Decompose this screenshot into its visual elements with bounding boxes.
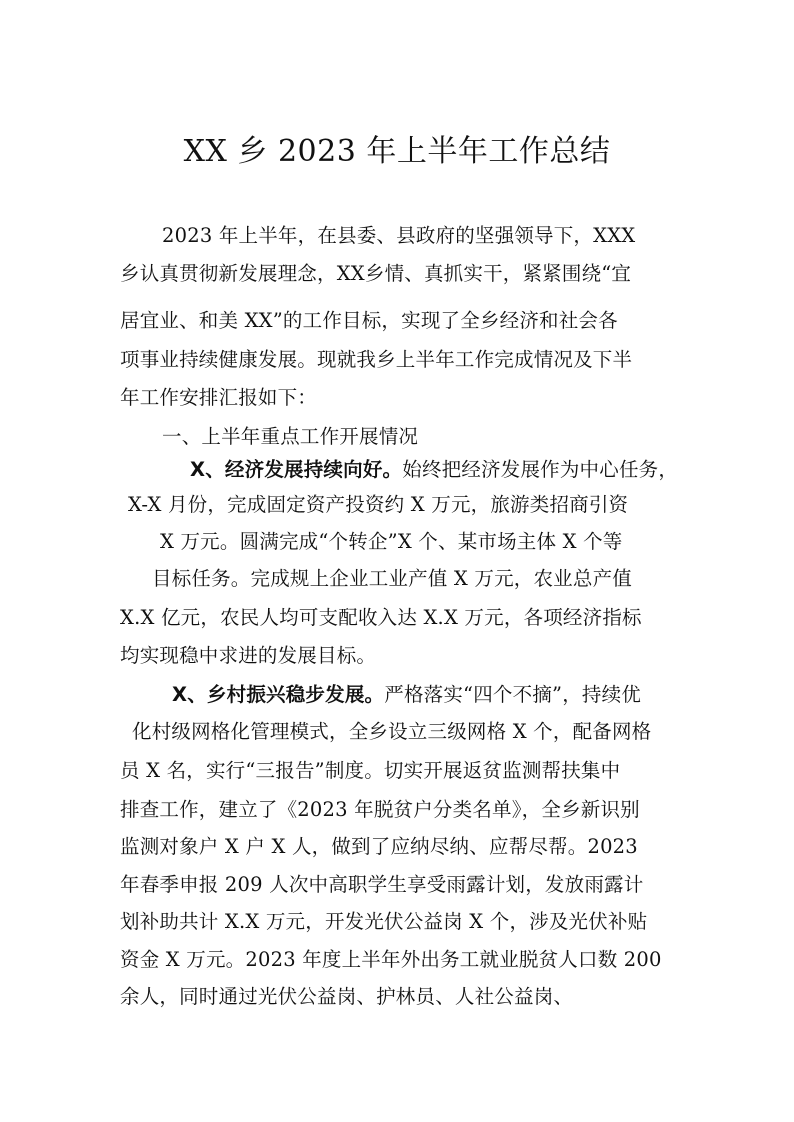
document-title: XX 乡 2023 年上半年工作总结 xyxy=(183,134,611,169)
item2-first-line xyxy=(172,681,641,709)
intro-line-3: 居宜业、和美 XX”的工作目标，实现了全乡经济和社会各 xyxy=(120,309,618,332)
item2-line-2: 化村级网格化管理模式，全乡设立三级网格 X 个，配备网格 xyxy=(132,720,652,743)
item2-line-8: 资金 X 万元。2023 年度上半年外出务工就业脱贫人口数 200 xyxy=(120,948,662,971)
item2-line-7: 划补助共计 X.X 万元，开发光伏公益岗 X 个，涉及光伏补贴 xyxy=(120,910,648,933)
item2-first-line-rest: 严格落实“四个不摘”，持续优 xyxy=(384,683,641,706)
intro-line-1: 2023 年上半年，在县委、县政府的坚强领导下，XXX xyxy=(162,224,636,247)
intro-line-2: 乡认真贯彻新发展理念，XX乡情、真抓实干，紧紧围绕“宜 xyxy=(120,262,632,285)
item2-line-3: 员 X 名，实行“三报告”制度。切实开展返贫监测帮扶集中 xyxy=(120,759,621,782)
item1-line-6: 均实现稳中求进的发展目标。 xyxy=(120,644,377,667)
intro-line-5: 年工作安排汇报如下： xyxy=(120,386,318,409)
section-heading: 一、上半年重点工作开展情况 xyxy=(162,425,419,448)
intro-line-4: 项事业持续健康发展。现就我乡上半年工作完成情况及下半 xyxy=(120,348,633,371)
item1-line-2: X-X 月份，完成固定资产投资约 X 万元，旅游类招商引资 xyxy=(128,493,629,516)
item1-first-line xyxy=(190,456,678,484)
item1-line-4: 目标任务。完成规上企业工业产值 X 万元，农业总产值 xyxy=(152,567,632,590)
item2-line-9: 余人，同时通过光伏公益岗、护林员、人社公益岗、 xyxy=(120,985,574,1008)
item1-heading: X、经济发展持续向好。 xyxy=(190,458,403,481)
item1-line-3: X 万元。圆满完成“个转企”X 个、某市场主体 X 个等 xyxy=(160,530,623,553)
item2-line-6: 年春季申报 209 人次中高职学生享受雨露计划，发放雨露计 xyxy=(120,873,644,896)
item1-first-line-rest: 始终把经济发展作为中心任务， xyxy=(402,458,679,481)
item2-line-4: 排查工作，建立了《2023 年脱贫户分类名单》，全乡新识别 xyxy=(120,798,640,821)
item1-line-5: X.X 亿元，农民人均可支配收入达 X.X 万元，各项经济指标 xyxy=(120,606,642,629)
item2-line-5: 监测对象户 X 户 X 人，做到了应纳尽纳、应帮尽帮。2023 xyxy=(120,835,638,858)
item2-heading: X、乡村振兴稳步发展。 xyxy=(172,683,385,706)
